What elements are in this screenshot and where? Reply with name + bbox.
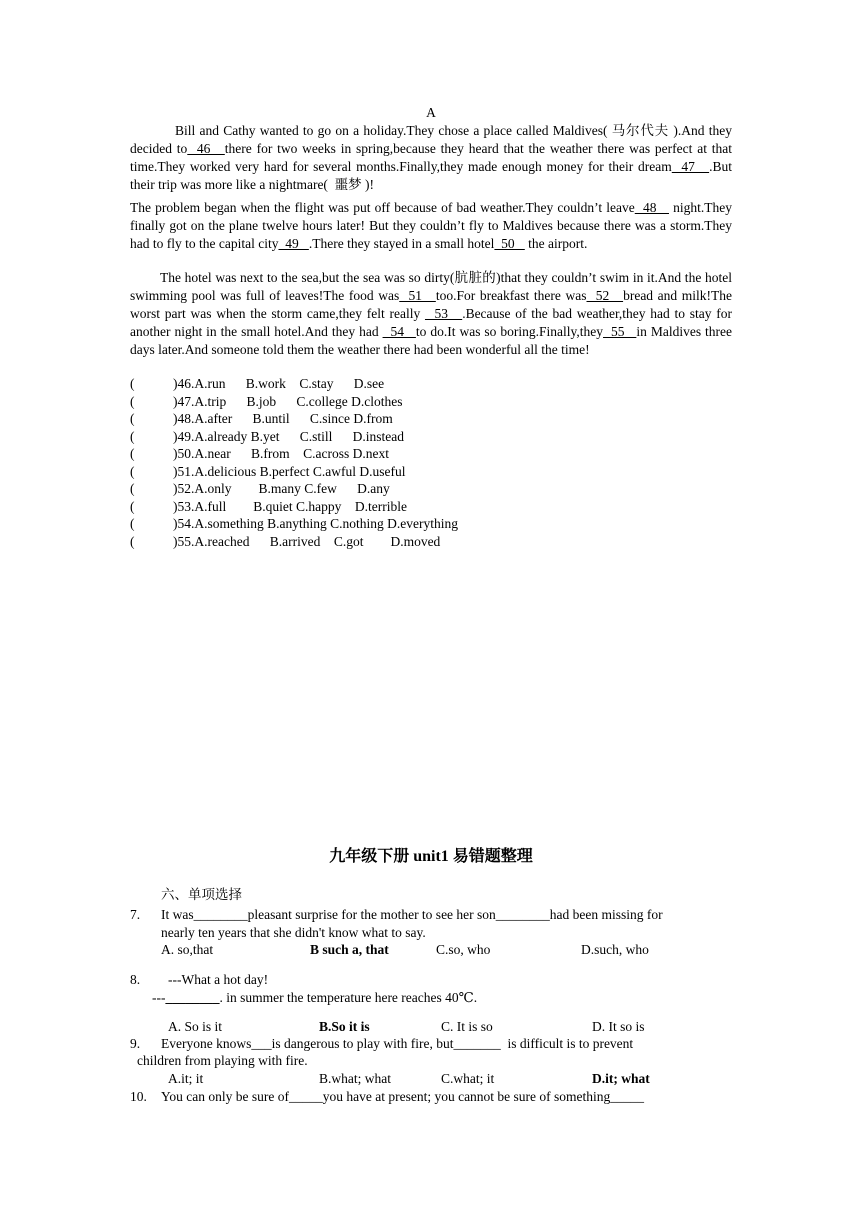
option-text: )55.A.reached B.arrived C.got D.moved: [173, 533, 441, 549]
option-row: [130, 428, 732, 446]
q9-option-b: B.what; what: [319, 1071, 391, 1086]
paragraph-text: Bill and Cathy wanted to go on a holiday.They chose a place called Maldives( 马尔代夫 ).And they decided to: [130, 123, 732, 156]
blank-51: 51: [399, 288, 436, 303]
blank-48: 48: [634, 200, 669, 215]
q7-option-c: C.so, who: [436, 942, 491, 957]
section-b-title: 九年级下册 unit1 易错题整理: [329, 848, 533, 865]
option-row: [130, 375, 732, 393]
q7-line1: It was________pleasant surprise for the mother to see her son________had been missing for: [161, 907, 663, 922]
paragraph-text: bread and milk!The worst part was when the storm came,they felt really: [130, 288, 733, 321]
option-text: )54.A.something B.anything C.nothing D.everything: [173, 516, 458, 531]
q9-line1: Everyone knows___is dangerous to play with fire, but_______ is difficult is to prevent: [161, 1036, 634, 1051]
answer-paren: (: [130, 516, 135, 531]
option-row: [130, 533, 732, 551]
answer-paren: (: [130, 498, 135, 514]
blank-47: 47: [671, 159, 710, 174]
q9-option-d: D.it; what: [592, 1071, 650, 1086]
paragraph-text: to do.It was so boring.Finally,they: [415, 324, 604, 339]
answer-paren: (: [130, 411, 135, 426]
paragraph-text: there for two weeks in spring,because they heard that the weather there was perfect at that time.They worked very hard for several months.Finally,they made enough money for their dream: [130, 141, 732, 174]
q9-line2: children from playing with fire.: [137, 1053, 308, 1068]
paragraph-text: too.For breakfast there was: [435, 288, 587, 303]
answer-paren: (: [130, 393, 135, 409]
option-text: )46.A.run B.work C.stay D.see: [173, 376, 385, 391]
options-list: [130, 375, 732, 555]
paragraph-text: night.They finally got on the plane twelve hours later! But they couldn’t fly to Maldives because there was a storm.They had to fly to the capital city: [130, 200, 732, 251]
paragraph-text: .There they stayed in a small hotel: [308, 236, 495, 251]
q7-number: 7.: [130, 907, 141, 922]
blank-52: 52: [586, 288, 624, 303]
answer-paren: (: [130, 481, 135, 496]
option-text: )53.A.full B.quiet C.happy D.terrible: [173, 498, 407, 514]
blank-50: 50: [494, 236, 525, 251]
paragraph-text: the airport.: [524, 236, 588, 251]
option-text: )52.A.only B.many C.few D.any: [173, 481, 390, 496]
q8-option-a: A. So is it: [168, 1019, 223, 1034]
answer-paren: (: [130, 463, 135, 479]
q7-option-d: D.such, who: [581, 942, 649, 957]
q10-number: 10.: [130, 1089, 147, 1104]
paragraph-3: [130, 269, 732, 359]
q9-option-a: A.it; it: [168, 1071, 204, 1086]
paragraph-2: [130, 199, 732, 253]
q9-option-c: C.what; it: [441, 1071, 495, 1086]
paragraph-1: [130, 122, 732, 194]
paragraph-text: The hotel was next to the sea,but the sea was so dirty(肮脏的)that they couldn’t swim in it.And the hotel swimming pool was full of leaves!The food was: [130, 270, 732, 303]
blank-55: 55: [603, 324, 637, 339]
option-row: [130, 410, 732, 428]
blank-53: 53: [424, 306, 463, 321]
q8-option-b: B.So it is: [319, 1019, 370, 1034]
option-row: [130, 445, 732, 463]
q8-number: 8.: [130, 972, 141, 987]
option-row: [130, 515, 732, 533]
answer-paren: (: [130, 376, 135, 391]
option-text: )51.A.delicious B.perfect C.awful D.useful: [173, 463, 406, 479]
blank-46: 46: [187, 141, 225, 156]
option-text: )48.A.after B.until C.since D.from: [173, 411, 393, 426]
option-row: [130, 463, 732, 481]
paragraph-text: .But their trip was more like a nightmare( ​​​​​​​ 噩梦 )!: [130, 159, 732, 192]
section-a-title: A: [426, 105, 436, 120]
q8-dash: ---: [152, 990, 166, 1005]
option-text: )50.A.near B.from C.across D.next: [173, 446, 389, 461]
answer-paren: (: [130, 428, 135, 444]
blank-54: 54: [382, 324, 416, 339]
q7-option-a: A. so,that: [161, 942, 214, 957]
q8-line2-rest: . in summer the temperature here reaches 40℃.: [219, 990, 478, 1005]
option-text: )49.A.already B.yet C.still D.instead: [173, 428, 404, 444]
q8-line2: [152, 989, 477, 1007]
section-b-subtitle: 六、单项选择: [161, 887, 242, 902]
q7-line2: nearly ten years that she didn't know what to say.: [161, 925, 426, 940]
answer-paren: (: [130, 446, 135, 461]
paragraph-text: .Because of the bad weather,they had to stay for another night in the small hotel.And they had: [130, 306, 732, 339]
option-row: [130, 498, 732, 516]
q8-option-c: C. It is so: [441, 1019, 493, 1034]
q7-option-b: B such a, that: [310, 942, 389, 957]
option-row: [130, 480, 732, 498]
q9-number: 9.: [130, 1036, 141, 1051]
q8-option-d: D. It so is: [592, 1019, 645, 1034]
option-text: )47.A.trip B.job C.college D.clothes: [173, 393, 403, 409]
blank-49: 49: [278, 236, 309, 251]
paragraph-text: The problem began when the flight was put off because of bad weather.They couldn’t leave: [130, 200, 635, 215]
q8-blank: ________: [165, 990, 220, 1005]
q10-line1: You can only be sure of_____you have at present; you cannot be sure of something_____: [161, 1089, 645, 1104]
q8-line1: ---What a hot day!: [168, 972, 269, 987]
option-row: [130, 393, 732, 411]
paragraph-text: in Maldives three days later.And someone told them the weather there had been wonderful all the time!: [130, 324, 733, 357]
answer-paren: (: [130, 533, 135, 549]
